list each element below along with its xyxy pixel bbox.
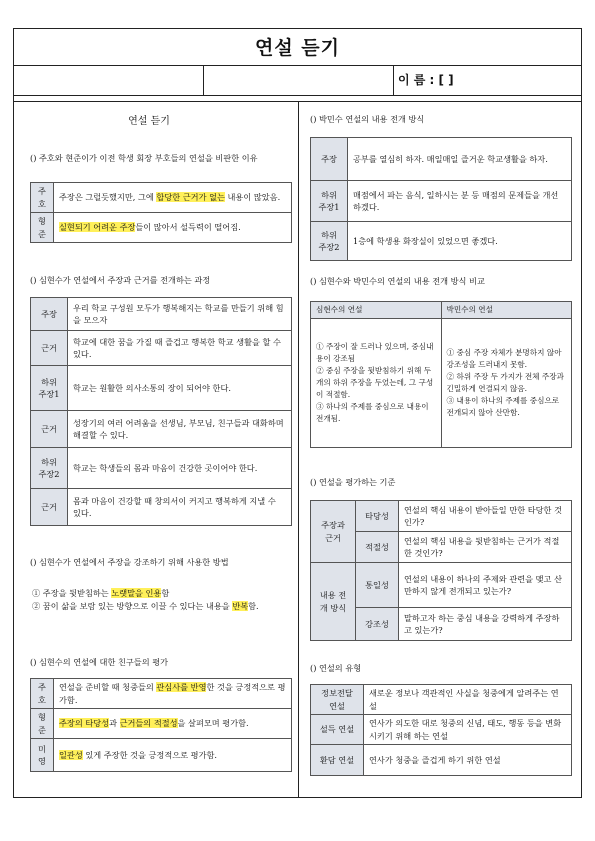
q3-heading: () 심현수가 연설에서 주장을 강조하기 위해 사용한 방법 xyxy=(30,557,229,567)
table-row xyxy=(311,685,572,715)
q6-table xyxy=(310,301,572,448)
table-row xyxy=(31,411,292,448)
table-row xyxy=(311,302,572,319)
group-label: 주장과 근거 xyxy=(311,501,356,563)
row-text: 연설을 준비할 때 청중들의 관심사를 반영한 것을 긍정적으로 평가함. xyxy=(54,679,292,709)
table-row xyxy=(31,298,292,331)
q1-table xyxy=(30,182,292,243)
table-row xyxy=(31,679,292,709)
q8-heading: () 연설의 유형 xyxy=(310,663,362,673)
q3-list xyxy=(32,587,292,613)
row-label: 하위 주장1 xyxy=(31,366,68,411)
row-label: 타당성 xyxy=(356,501,399,532)
row-label: 정보전달 연설 xyxy=(311,685,364,715)
table-row xyxy=(31,366,292,411)
table-row xyxy=(31,331,292,366)
row-label: 주호 xyxy=(31,183,54,213)
row-label: 하위 주장1 xyxy=(311,181,348,222)
table-row xyxy=(31,739,292,772)
row-label: 미영 xyxy=(31,739,54,772)
row-label: 주호 xyxy=(31,679,54,709)
q2-table xyxy=(30,297,292,526)
q5-heading: () 박민수 연설의 내용 전개 방식 xyxy=(310,114,425,124)
row-label: 근거 xyxy=(31,411,68,448)
group-label: 내용 전개 방식 xyxy=(311,563,356,641)
q2-heading: () 심현수가 연설에서 주장과 근거를 전개하는 과정 xyxy=(30,275,211,285)
q4-table xyxy=(30,678,292,772)
header-info-row xyxy=(13,66,582,96)
row-text: 실현되기 어려운 주장들이 많아서 설득력이 떨어짐. xyxy=(54,213,292,243)
row-label: 주장 xyxy=(311,138,348,181)
table-row xyxy=(311,319,572,448)
list-item: ② 꿈이 삶을 보람 있는 방향으로 이끌 수 있다는 내용을 반복함. xyxy=(32,601,259,611)
table-row xyxy=(311,745,572,776)
q6-heading: () 심현수와 박민수의 연설의 내용 전개 방식 비교 xyxy=(310,276,485,286)
row-text: 주장의 타당성과 근거들의 적절성을 살펴모며 평가함. xyxy=(54,709,292,739)
table-row xyxy=(311,501,572,532)
page-title: 연설 듣기 xyxy=(13,28,582,66)
row-text: 몸과 마음이 건강할 때 창의서이 커지고 행복하게 지낼 수 있다. xyxy=(68,489,292,526)
highlight: 합당한 근거가 없는 xyxy=(156,192,225,203)
row-label: 주장 xyxy=(31,298,68,331)
row-text: 1층에 학생용 화장실이 있었으면 좋겠다. xyxy=(348,222,572,261)
table-row xyxy=(31,183,292,213)
column-header: 심현수의 연설 xyxy=(311,302,442,319)
row-label: 형준 xyxy=(31,213,54,243)
row-label: 하위 주장2 xyxy=(31,448,68,489)
row-text: 학교는 학생들의 몸과 마음이 건강한 곳이어야 한다. xyxy=(68,448,292,489)
comparison-cell: ① 중심 주장 자체가 분명하지 않아 강조성을 드러내지 못함. ② 하위 주장 두 가지가 전체 주장과 긴밀하게 연결되지 않음. ③ 내용이 하나의 주제를 중심으로 전개되지 않아 산만함. xyxy=(441,319,572,448)
name-field-label[interactable]: 이 름 : [ ] xyxy=(398,73,454,87)
row-label: 통일성 xyxy=(356,563,399,608)
q7-heading: () 연설을 평가하는 기준 xyxy=(310,477,396,487)
row-text: 연사가 의도한 대로 청중의 신념, 태도, 행동 등을 변화시키기 위해 하는 연설 xyxy=(364,715,572,745)
header-cell-1[interactable] xyxy=(13,66,204,96)
column-header: 박민수의 연설 xyxy=(441,302,572,319)
row-text: 공부를 열심히 하자. 매일매일 즐거운 학교생활을 하자. xyxy=(348,138,572,181)
q4-heading: () 심현수의 연설에 대한 친구들의 평가 xyxy=(30,657,169,667)
row-text: 연사가 청중을 즐겁게 하기 위한 연설 xyxy=(364,745,572,776)
row-text: 학교에 대한 꿈을 가질 때 즐겁고 행복한 학교 생활을 할 수 있다. xyxy=(68,331,292,366)
row-text: 주장은 그럴듯했지만, 그에 합당한 근거가 없는 내용이 많았음. xyxy=(54,183,292,213)
row-label: 근거 xyxy=(31,489,68,526)
row-text: 연설의 핵심 내용이 받아들일 만한 타당한 것인가? xyxy=(399,501,572,532)
table-row xyxy=(31,489,292,526)
table-row xyxy=(31,213,292,243)
row-text: 일관성 있게 주장한 것을 긍정적으로 평가함. xyxy=(54,739,292,772)
comparison-cell: ① 주장이 잘 드러나 있으며, 중심내용이 강조됨 ② 중심 주장을 뒷받침하기 위해 두 개의 하위 주장을 두었는데, 그 구성이 적절함. ③ 하나의 주제를 중심으로 내용이 전개됨. xyxy=(311,319,442,448)
row-text: 연설의 핵심 내용을 뒷받침하는 근거가 적절한 것인가? xyxy=(399,532,572,563)
table-row xyxy=(311,563,572,608)
table-row xyxy=(311,138,572,181)
left-subtitle: 연설 듣기 xyxy=(128,116,170,127)
q5-table xyxy=(310,137,572,261)
column-divider xyxy=(298,102,299,797)
row-label: 하위 주장2 xyxy=(311,222,348,261)
header-cell-2[interactable] xyxy=(203,66,394,96)
row-text: 새로운 정보나 객관적인 사실을 청중에게 알려주는 연설 xyxy=(364,685,572,715)
q1-heading: () 주호와 현준이가 이전 학생 회장 부호들의 연설을 비판한 이유 xyxy=(30,153,258,163)
row-label: 설득 연설 xyxy=(311,715,364,745)
table-row xyxy=(311,715,572,745)
table-row xyxy=(31,709,292,739)
row-label: 근거 xyxy=(31,331,68,366)
table-row xyxy=(311,181,572,222)
row-text: 말하고자 하는 중심 내용을 강력하게 주장하고 있는가? xyxy=(399,608,572,641)
row-text: 성장기의 여러 어려움을 선생님, 부모님, 친구들과 대화하며 해결할 수 있다. xyxy=(68,411,292,448)
q8-table xyxy=(310,684,572,776)
row-label: 적절성 xyxy=(356,532,399,563)
row-label: 강조성 xyxy=(356,608,399,641)
row-text: 학교는 원활한 의사소통의 장이 되어야 한다. xyxy=(68,366,292,411)
row-text: 매점에서 파는 음식, 일하시는 분 등 매점의 문제들을 개선하겠다. xyxy=(348,181,572,222)
row-text: 연설의 내용이 하나의 주제와 관련을 맺고 산만하지 않게 전개되고 있는가? xyxy=(399,563,572,608)
row-text: 우리 학교 구성원 모두가 행복해지는 학교를 만들기 위해 힘을 모으자 xyxy=(68,298,292,331)
q7-table xyxy=(310,500,572,641)
table-row xyxy=(31,448,292,489)
highlight: 실현되기 어려운 주장 xyxy=(59,222,136,233)
table-row xyxy=(311,222,572,261)
list-item: ① 주장을 뒷받침하는 노랫말을 인용함 xyxy=(32,588,170,598)
row-label: 형준 xyxy=(31,709,54,739)
row-label: 환담 연설 xyxy=(311,745,364,776)
